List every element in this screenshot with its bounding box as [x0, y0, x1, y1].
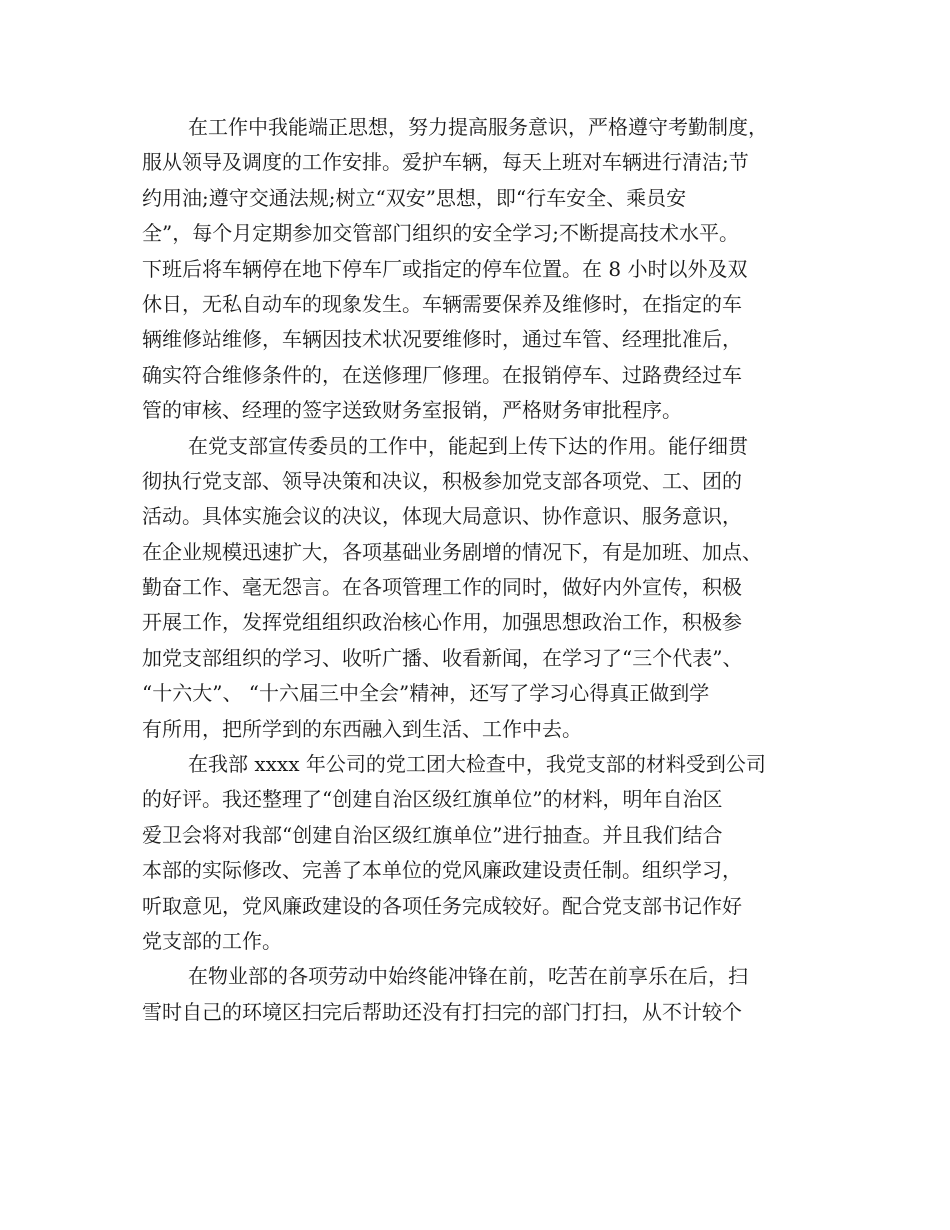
text-line: 开展工作，发挥党组组织政治核心作用，加强思想政治工作，积极参 [142, 610, 742, 635]
text-line: 辆维修站维修，车辆因技术状况要维修时，通过车管、经理批准后， [142, 327, 742, 352]
text-line: 爱卫会将对我部“创建自治区级红旗单位”进行抽查。并且我们结合 [142, 822, 723, 847]
paragraph-party-propaganda [142, 429, 810, 748]
paragraph-inspection [142, 747, 810, 959]
text-line: 下班后将车辆停在地下停车厂或指定的停车位置。在 8 小时以外及双 [142, 256, 748, 281]
text-line: 听取意见，党风廉政建设的各项任务完成较好。配合党支部书记作好 [142, 893, 742, 918]
text-line: 管的审核、经理的签字送致财务室报销，严格财务审批程序。 [142, 398, 682, 423]
text-line: 约用油;遵守交通法规;树立“双安”思想，即“行车安全、乘员安 [142, 185, 687, 210]
text-line: 休日，无私自动车的现象发生。车辆需要保养及维修时，在指定的车 [142, 291, 742, 316]
text-line: 彻执行党支部、领导决策和决议，积极参加党支部各项党、工、团的 [142, 468, 742, 493]
text-line: 的好评。我还整理了“创建自治区级红旗单位”的材料，明年自治区 [142, 787, 723, 812]
paragraph-labor [142, 959, 810, 1030]
text-line: 雪时自己的环境区扫完后帮助还没有打扫完的部门打扫，从不计较个 [142, 999, 742, 1024]
text-line: 加党支部组织的学习、收听广播、收看新闻，在学习了“三个代表”、 [142, 645, 743, 670]
text-line: 在物业部的各项劳动中始终能冲锋在前，吃苦在前享乐在后，扫 [188, 964, 748, 989]
text-line: 服从领导及调度的工作安排。爱护车辆，每天上班对车辆进行清洁;节 [142, 150, 749, 175]
text-line: 有所用，把所学到的东西融入到生活、工作中去。 [142, 716, 582, 741]
text-line: “十六大”、 “十六届三中全会”精神，还写了学习心得真正做到学 [142, 681, 710, 706]
paragraph-work-attitude [142, 110, 810, 429]
text-line: 在工作中我能端正思想，努力提高服务意识，严格遵守考勤制度， [188, 115, 768, 139]
text-line: 在我部 xxxx 年公司的党工团大检查中，我党支部的材料受到公司 [188, 752, 766, 777]
document-body [142, 110, 810, 1030]
text-line: 确实符合维修条件的，在送修理厂修理。在报销停车、过路费经过车 [142, 362, 742, 387]
text-line: 在党支部宣传委员的工作中，能起到上传下达的作用。能仔细贯 [188, 433, 748, 458]
text-line: 本部的实际修改、完善了本单位的党风廉政建设责任制。组织学习， [142, 858, 742, 883]
text-line: 党支部的工作。 [142, 928, 282, 953]
text-line: 活动。具体实施会议的决议，体现大局意识、协作意识、服务意识， [142, 504, 742, 529]
text-line: 全”，每个月定期参加交管部门组织的安全学习;不断提高技术水平。 [142, 221, 739, 246]
text-line: 勤奋工作、毫无怨言。在各项管理工作的同时，做好内外宣传，积极 [142, 575, 742, 600]
text-line: 在企业规模迅速扩大，各项基础业务剧增的情况下，有是加班、加点、 [142, 539, 762, 564]
